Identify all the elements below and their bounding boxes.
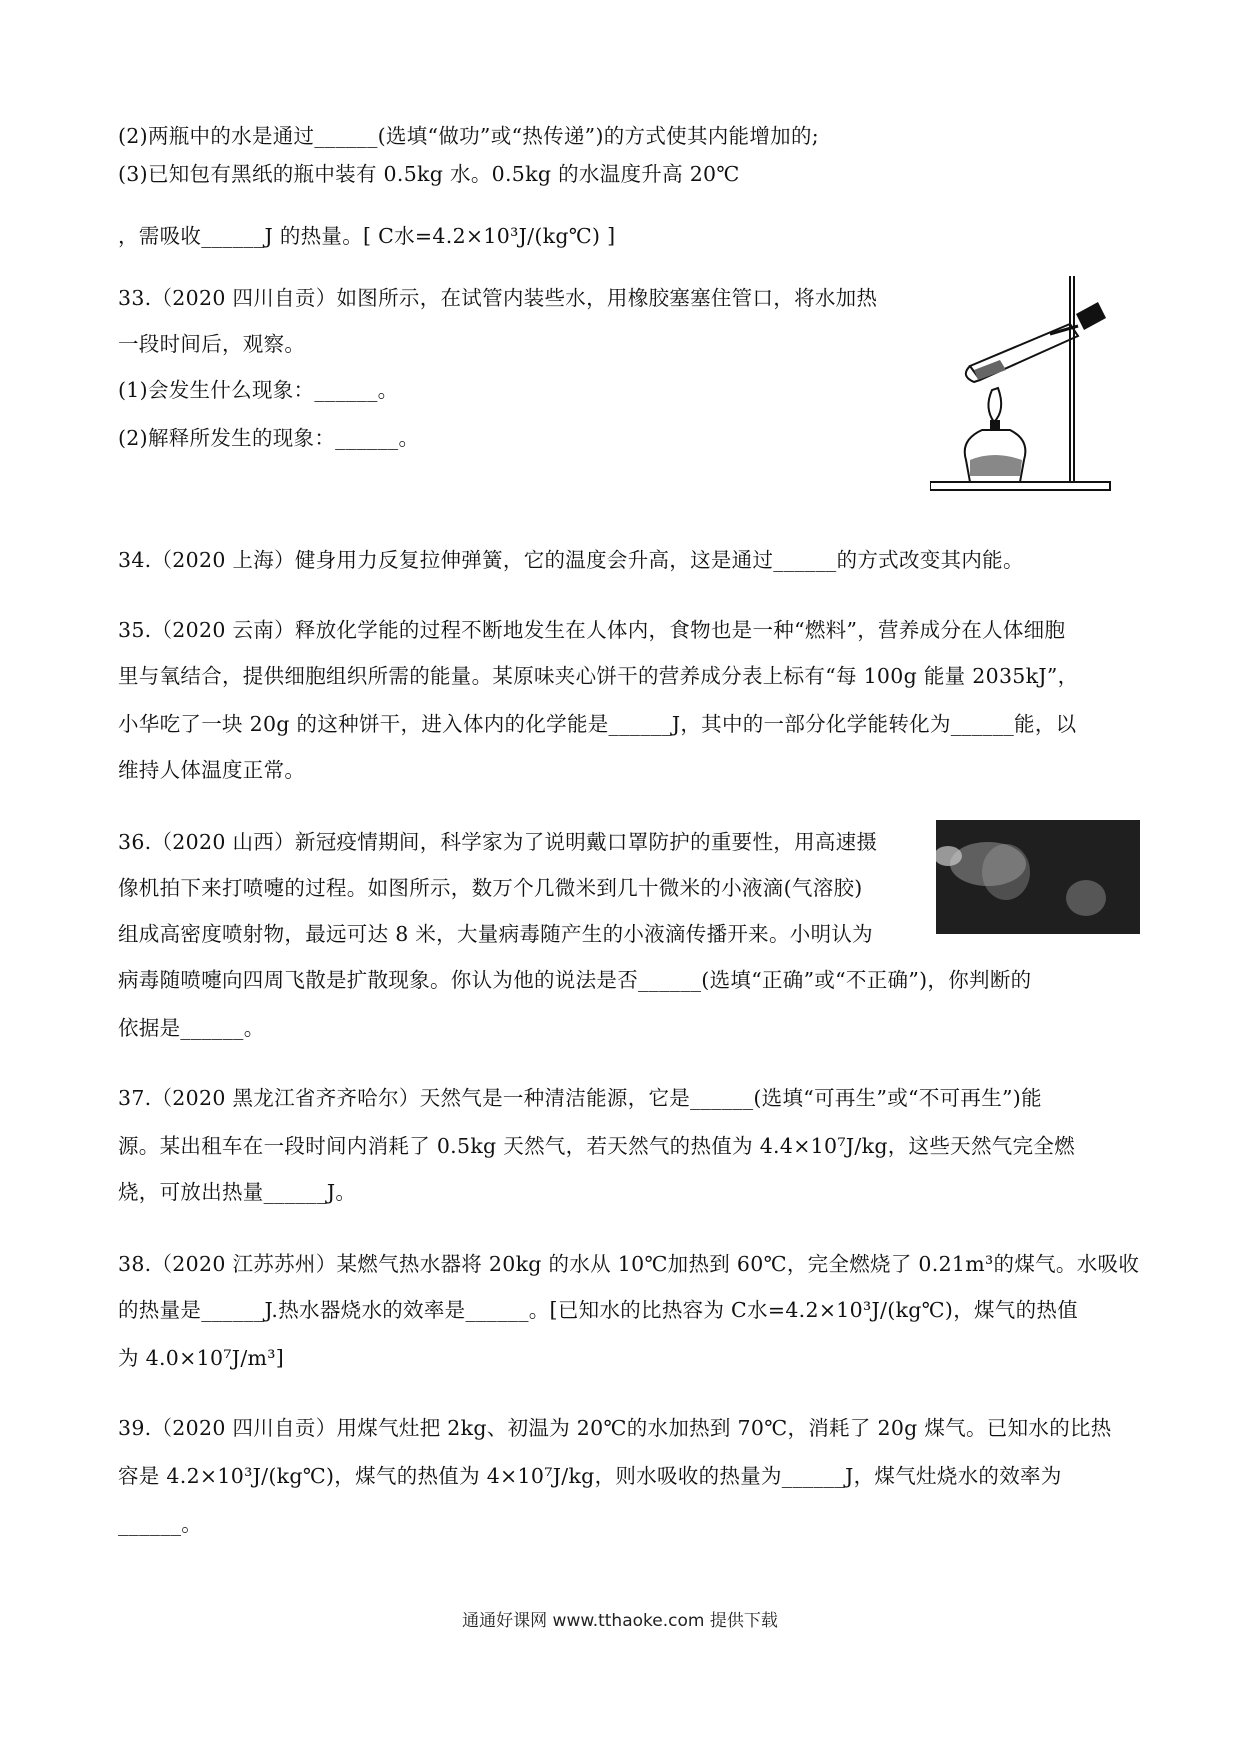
line-q35-a: 35.（2020 云南）释放化学能的过程不断地发生在人体内，食物也是一种“燃料”，营养成分在人体细胞 [118, 618, 1066, 642]
line-q33-1: (1)会发生什么现象：______。 [118, 378, 399, 402]
sneeze-photo [936, 820, 1140, 934]
line-q37-b: 源。某出租车在一段时间内消耗了 0.5kg 天然气，若天然气的热值为 4.4×10⁷J/kg，这些天然气完全燃 [118, 1134, 1075, 1158]
line-q37-a: 37.（2020 黑龙江省齐齐哈尔）天然气是一种清洁能源，它是______(选填“可再生”或“不可再生”)能 [118, 1086, 1042, 1110]
line-q35-c: 小华吃了一块 20g 的这种饼干，进入体内的化学能是______J，其中的一部分化学能转化为______能，以 [118, 712, 1077, 736]
line-q32-2: (2)两瓶中的水是通过______(选填“做功”或“热传递”)的方式使其内能增加的; [118, 124, 819, 148]
line-q33-a: 33.（2020 四川自贡）如图所示，在试管内装些水，用橡胶塞塞住管口，将水加热 [118, 286, 878, 310]
line-q36-d: 病毒随喷嚏向四周飞散是扩散现象。你认为他的说法是否______(选填“正确”或“不正确”)，你判断的 [118, 968, 1032, 992]
line-q38-c: 为 4.0×10⁷J/m³] [118, 1346, 285, 1370]
line-q39-a: 39.（2020 四川自贡）用煤气灶把 2kg、初温为 20℃的水加热到 70℃，消耗了 20g 煤气。已知水的比热 [118, 1416, 1112, 1440]
line-q36-b: 像机拍下来打喷嚏的过程。如图所示，数万个几微米到几十微米的小液滴(气溶胶) [118, 876, 863, 900]
line-q35-b: 里与氧结合，提供细胞组织所需的能量。某原味夹心饼干的营养成分表上标有“每 100g 能量 2035kJ”， [118, 664, 1079, 688]
line-q37-c: 烧，可放出热量______J。 [118, 1180, 357, 1204]
line-q38-b: 的热量是______J.热水器烧水的效率是______。[已知水的比热容为 C水=4.2×10³J/(kg℃)，煤气的热值 [118, 1298, 1078, 1322]
line-q35-d: 维持人体温度正常。 [118, 758, 306, 782]
line-q36-c: 组成高密度喷射物，最远可达 8 米，大量病毒随产生的小液滴传播开来。小明认为 [118, 922, 873, 946]
page-footer: 通通好课网 www.tthaoke.com 提供下载 [462, 1611, 778, 1631]
line-q36-a: 36.（2020 山西）新冠疫情期间，科学家为了说明戴口罩防护的重要性，用高速摄 [118, 830, 878, 854]
line-q32-3b: ，需吸收______J 的热量。[ C水=4.2×10³J/(kg℃) ] [118, 224, 616, 248]
line-q39-b: 容是 4.2×10³J/(kg℃)，煤气的热值为 4×10⁷J/kg，则水吸收的热量为______J，煤气灶烧水的效率为 [118, 1464, 1062, 1488]
line-q34: 34.（2020 上海）健身用力反复拉伸弹簧，它的温度会升高，这是通过______的方式改变其内能。 [118, 548, 1024, 572]
line-q32-3: (3)已知包有黑纸的瓶中装有 0.5kg 水。0.5kg 的水温度升高 20℃ [118, 162, 740, 186]
line-q33-b: 一段时间后，观察。 [118, 332, 306, 356]
line-q38-a: 38.（2020 江苏苏州）某燃气热水器将 20kg 的水从 10℃加热到 60℃，完全燃烧了 0.21m³的煤气。水吸收 [118, 1252, 1140, 1276]
line-q36-e: 依据是______。 [118, 1016, 265, 1040]
line-q33-2: (2)解释所发生的现象：______。 [118, 426, 420, 450]
line-q39-c: ______。 [118, 1512, 203, 1536]
test-tube-heating-figure [930, 270, 1130, 500]
